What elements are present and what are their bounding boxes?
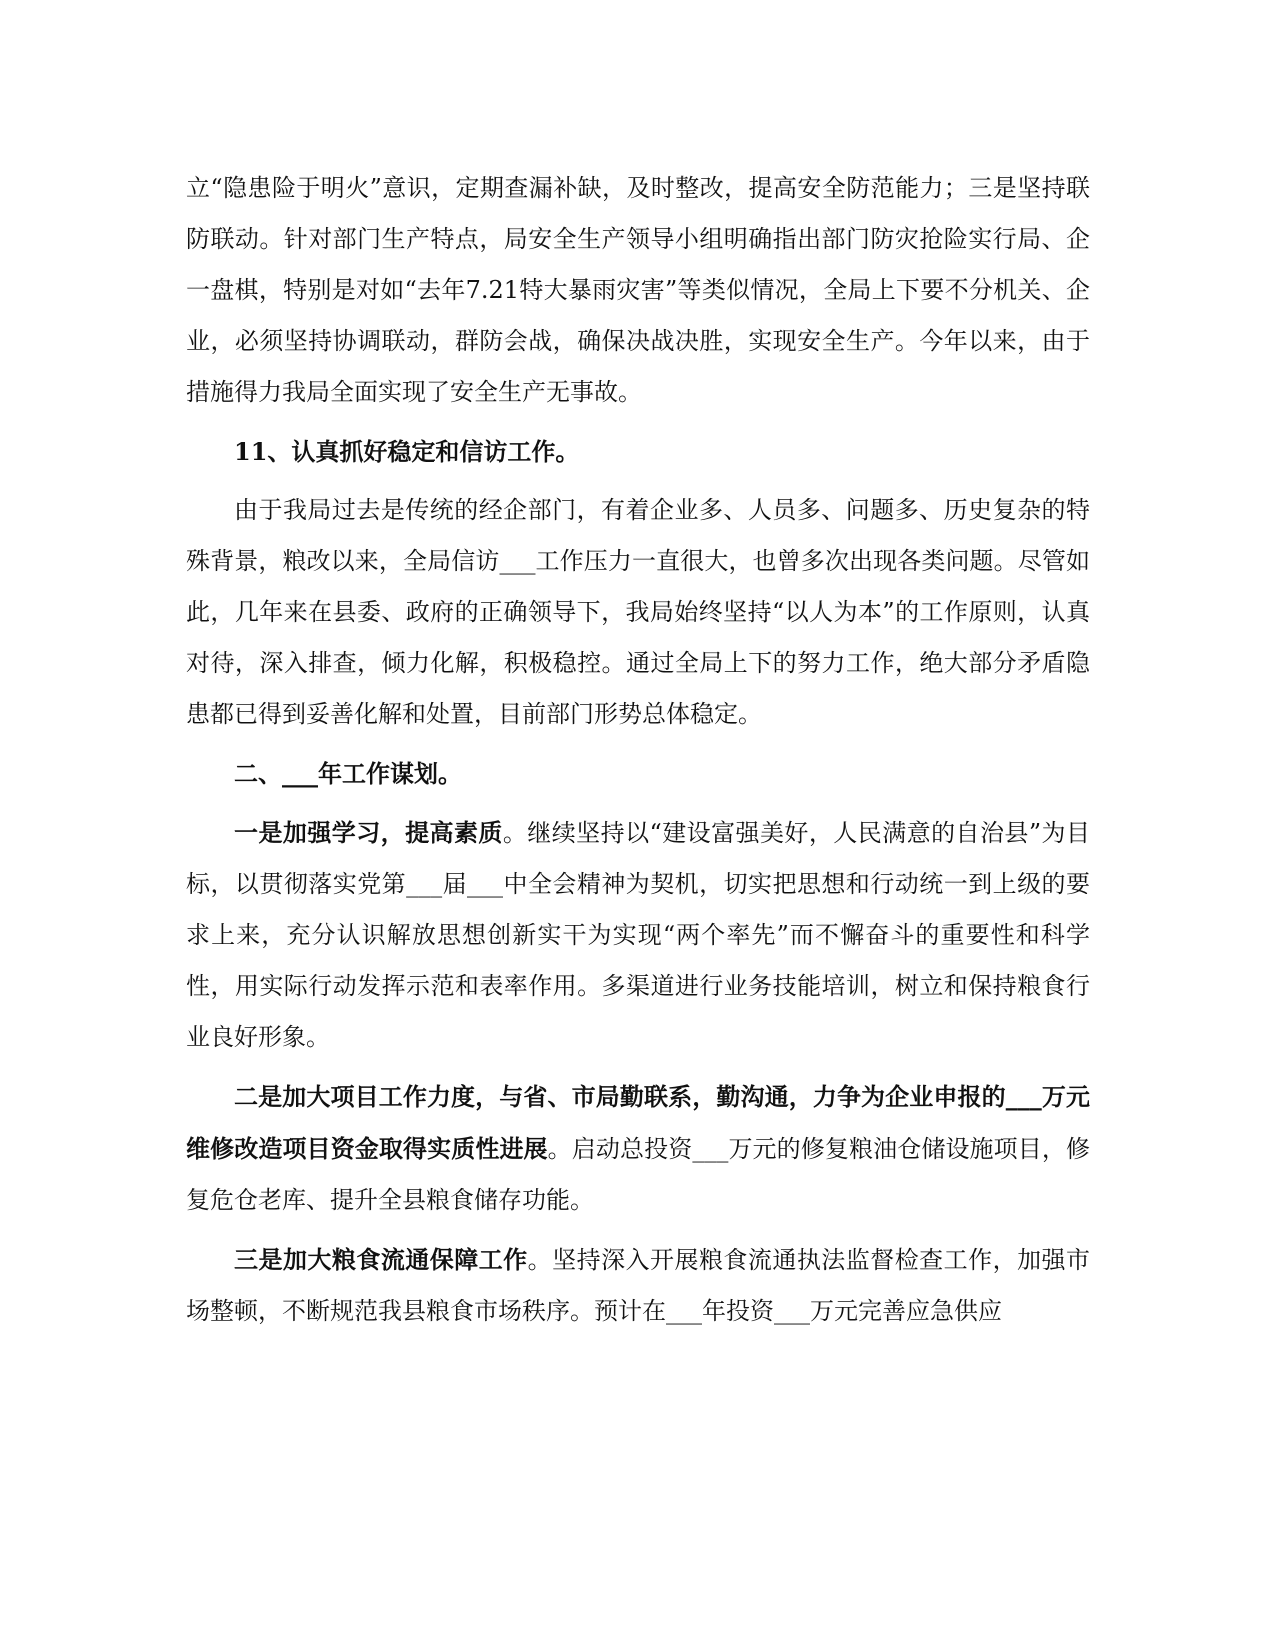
paragraph-text: 立“隐患险于明火”意识，定期查漏补缺，及时整改，提高安全防范能力；三是坚持联防联动。针对部门生产特点，局安全生产领导小组明确指出部门防灾抢险实行局、企一盘棋，特别是对如“去年7.21特大暴雨灾害”等类似情况，全局上下要不分机关、企业，必须坚持协调联动，群防会战，确保决战决胜，实现安全生产。今年以来，由于措施得力我局全面实现了安全生产无事故。 [186, 174, 1090, 406]
paragraph-lead: 三是加大粮食流通保障工作 [234, 1245, 528, 1274]
paragraph-plan-projects [186, 1071, 1090, 1226]
paragraph-text: 。坚持深入开展粮食流通执法监督检查工作，加强市场整顿，不断规范我县粮食市场秩序。预计在___年投资___万元完善应急供应 [186, 1246, 1091, 1325]
paragraph-plan-study [186, 807, 1090, 1063]
paragraph-petition-work [186, 485, 1090, 740]
paragraph-lead: 一是加强学习，提高素质 [234, 818, 503, 847]
paragraph-text: 。继续坚持以“建设富强美好，人民满意的自治县”为目标，以贯彻落实党第___届___中全会精神为契机，切实把思想和行动统一到上级的要求上来，充分认识解放思想创新实干为实现“两个率先”而不懈奋斗的重要性和科学性，用实际行动发挥示范和表率作用。多渠道进行业务技能培训，树立和保持粮食行业良好形象。 [186, 819, 1090, 1051]
document-body [186, 163, 1090, 1337]
section-heading-work-plan [186, 748, 1090, 799]
paragraph-text: 由于我局过去是传统的经企部门，有着企业多、人员多、问题多、历史复杂的特殊背景，粮改以来，全局信访___工作压力一直很大，也曾多次出现各类问题。尽管如此，几年来在县委、政府的正确领导下，我局始终坚持“以人为本”的工作原则，认真对待，深入排查，倾力化解，积极稳控。通过全局上下的努力工作，绝大部分矛盾隐患都已得到妥善化解和处置，目前部门形势总体稳定。 [186, 496, 1090, 728]
section-heading-stability-petition [186, 426, 1090, 477]
paragraph-safety-continuation [186, 163, 1090, 418]
paragraph-text: 。启动总投资___万元的修复粮油仓储设施项目，修复危仓老库、提升全县粮食储存功能。 [186, 1135, 1091, 1214]
paragraph-plan-circulation [186, 1234, 1090, 1337]
paragraph-lead: 二是加大项目工作力度，与省、市局勤联系，勤沟通，力争为企业申报的___万元维修改造项目资金取得实质性进展 [186, 1082, 1090, 1163]
heading-text: 二、___年工作谋划。 [234, 759, 462, 788]
heading-text: 11、认真抓好稳定和信访工作。 [234, 437, 580, 466]
